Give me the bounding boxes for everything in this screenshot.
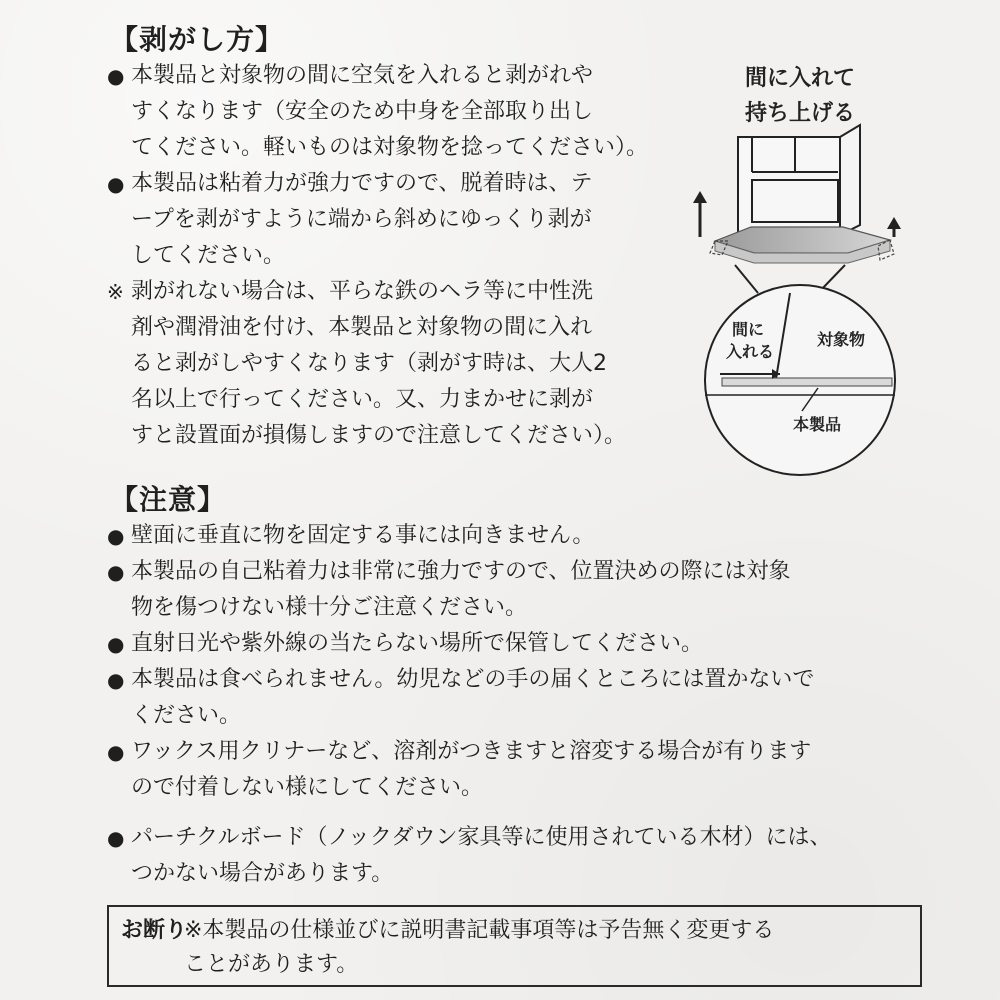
caution-section-title: 【注意】 xyxy=(110,483,227,516)
zoom-detail-circle-icon xyxy=(705,285,895,475)
bullet-icon: ● xyxy=(107,64,125,88)
bullet-icon: ● xyxy=(107,560,125,584)
bullet-icon: ● xyxy=(107,740,125,764)
peel-item-text: 本製品は粘着力が強力ですので、脱着時は、テ ープを剥がすように端から斜めにゆっくり剥が してください。 xyxy=(131,171,593,268)
caution-item-text: ワックス用クリナーなど、溶剤がつきますと溶変する場合が有ります ので付着しない様にしてください。 xyxy=(131,739,812,800)
peel-item-1 xyxy=(107,58,677,166)
bullet-icon: ● xyxy=(107,632,125,656)
caution-item-text: 壁面に垂直に物を固定する事には向きません。 xyxy=(131,523,595,548)
peeling-illustration-svg xyxy=(680,55,920,480)
bullet-icon: ● xyxy=(107,668,125,692)
peel-item-text: 本製品と対象物の間に空気を入れると剥がれや すくなります（安全のため中身を全部取り出し てください。軽いものは対象物を捻ってください）。 xyxy=(131,63,649,160)
cabinet-icon xyxy=(738,125,860,235)
disclaimer-label: お断り xyxy=(121,918,188,943)
caution-item-text: パーチクルボード（ノックダウン家具等に使用されている木材）には、 つかない場合があります。 xyxy=(131,825,832,886)
peeling-illustration xyxy=(680,55,920,480)
caution-item-1 xyxy=(107,518,937,554)
caution-item-text: 本製品は食べられません。幼児などの手の届くところには置かないで ください。 xyxy=(131,667,815,728)
illustration-top-label-line1: 間に入れて xyxy=(744,66,856,91)
peel-note xyxy=(107,274,677,454)
peel-item-2 xyxy=(107,166,677,274)
caution-list xyxy=(107,518,937,806)
illustration-top-label-line2: 持ち上げる xyxy=(744,101,856,126)
insert-label-line2: 入れる xyxy=(726,342,775,361)
caution-item-text: 直射日光や紫外線の当たらない場所で保管してください。 xyxy=(131,631,704,656)
lift-arrow-right-icon xyxy=(887,217,901,237)
caution-item-2 xyxy=(107,554,937,626)
caution-list-extra xyxy=(107,820,937,892)
peel-section-title: 【剥がし方】 xyxy=(110,23,285,56)
disclaimer-text: ※本製品の仕様並びに説明書記載事項等は予告無く変更する ことがあります。 xyxy=(184,918,775,977)
disclaimer-box xyxy=(107,905,922,987)
caution-item-4 xyxy=(107,662,937,734)
adhesive-plate-icon xyxy=(710,227,894,263)
caution-item-text: 本製品の自己粘着力は非常に強力ですので、位置決めの際には対象 物を傷つけない様十分ご注意ください。 xyxy=(131,559,791,620)
caution-item-5 xyxy=(107,734,937,806)
peel-instructions xyxy=(107,58,677,454)
caution-item-3 xyxy=(107,626,937,662)
object-label: 対象物 xyxy=(817,330,866,349)
caution-item-6 xyxy=(107,820,937,892)
note-mark-icon: ※ xyxy=(107,280,124,304)
insert-label-line1: 間に xyxy=(732,320,765,339)
peel-note-text: 剥がれない場合は、平らな鉄のヘラ等に中性洗 剤や潤滑油を付け、本製品と対象物の間に入れ ると剥がしやすくなります（剥がす時は、大人2 名以上で行ってください。又、力まかせに剥が すと設置面が損傷しますので注意してください）。 xyxy=(131,279,627,448)
lift-arrow-left-icon xyxy=(693,191,707,237)
bullet-icon: ● xyxy=(107,826,125,850)
bullet-icon: ● xyxy=(107,524,125,548)
product-label: 本製品 xyxy=(793,415,842,434)
bullet-icon: ● xyxy=(107,172,125,196)
